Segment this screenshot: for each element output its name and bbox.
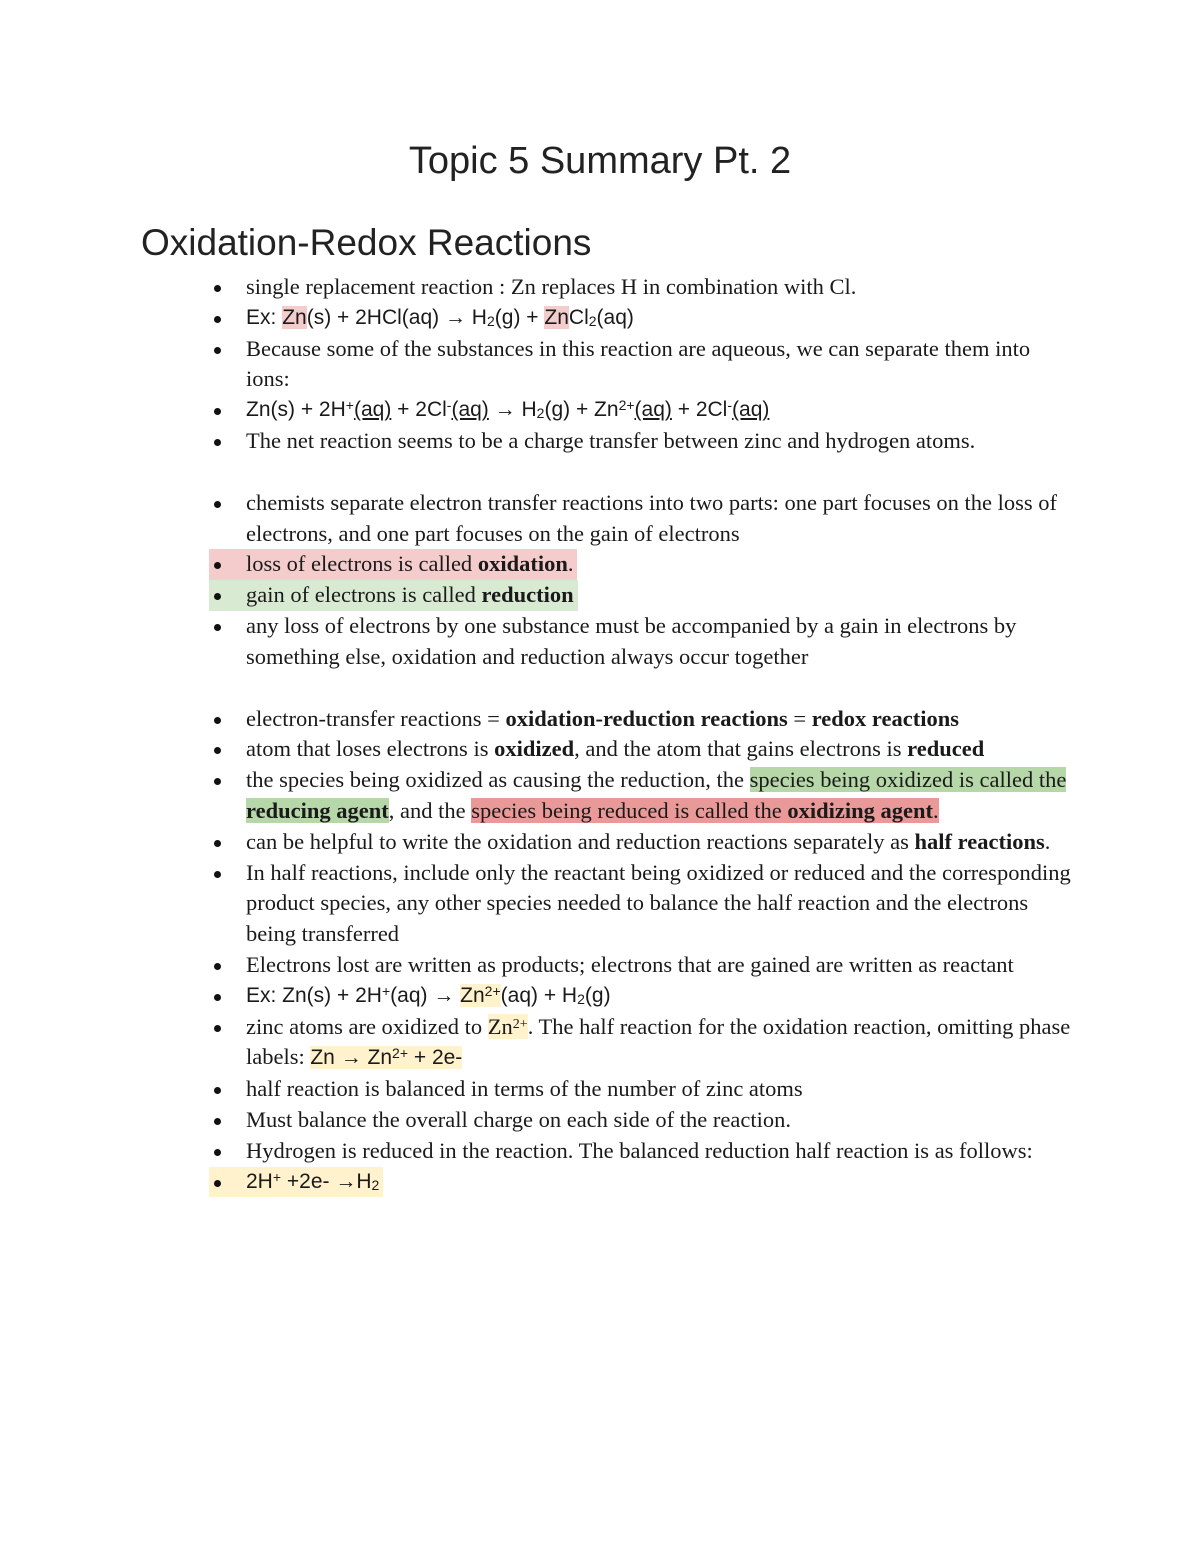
text: +2e- →H xyxy=(281,1169,372,1193)
bold-term: oxidizing agent xyxy=(787,797,933,823)
superscript: 2+ xyxy=(392,1045,409,1062)
bullet-example-2 xyxy=(211,981,1071,1012)
text: Zn xyxy=(460,983,485,1007)
blank-line xyxy=(211,673,1071,704)
text: Cl xyxy=(568,305,589,329)
highlight-zn: Zn xyxy=(282,305,307,329)
bullet-zinc-oxidized xyxy=(211,1012,1071,1075)
highlight-yellow xyxy=(460,984,500,1007)
bullet-text: single replacement reaction : Zn replaces H in combination with Cl. xyxy=(246,274,857,299)
text: (s) + 2HCl(aq) → H xyxy=(306,305,487,329)
text: + 2e- xyxy=(408,1046,463,1070)
text: Zn(s) + 2H xyxy=(246,398,346,422)
bullet-reduction-half-reaction xyxy=(209,1167,383,1198)
superscript: 2+ xyxy=(484,982,501,999)
bullet-half-reaction-content xyxy=(211,858,1071,950)
bullet-example-equation xyxy=(211,303,1071,334)
bullet-text: Electrons lost are written as products; electrons that are gained are written as reactant xyxy=(246,951,1014,977)
text: Ex: Zn(s) + 2H xyxy=(246,983,382,1007)
bullet-text: Must balance the overall charge on each side of the reaction. xyxy=(246,1106,791,1132)
bullet-oxidation-definition xyxy=(209,549,577,580)
text: can be helpful to write the oxidation and reduction reactions separately as xyxy=(246,828,915,854)
bold-term: reducing agent xyxy=(246,797,389,823)
bullet-agents xyxy=(211,765,1071,827)
text: species being reduced is called the xyxy=(471,797,788,823)
bullet-text: any loss of electrons by one substance must be accompanied by a gain in electrons by something else, oxidation and reduction always occur together xyxy=(246,612,1017,669)
bold-term: oxidation xyxy=(477,551,568,577)
bullet-list xyxy=(211,272,1071,1197)
text: loss of electrons is called xyxy=(246,551,478,577)
bold-term: half reactions xyxy=(914,828,1045,854)
highlight-red xyxy=(471,798,938,823)
bullet-single-replacement xyxy=(211,272,1071,303)
bold-term: reduced xyxy=(907,736,985,762)
text: (g) + xyxy=(494,305,545,329)
bullet-reduction-definition xyxy=(209,580,578,611)
bullet-text: Hydrogen is reduced in the reaction. The balanced reduction half reaction is as follows: xyxy=(246,1137,1033,1163)
text: → H xyxy=(488,398,537,422)
subscript: 2 xyxy=(486,312,495,329)
bullet-aqueous xyxy=(211,334,1071,396)
bullet-net-reaction xyxy=(211,426,1071,457)
text: atom that loses electrons is xyxy=(246,736,495,762)
bullet-text: half reaction is balanced in terms of the number of zinc atoms xyxy=(246,1076,803,1102)
superscript: 2+ xyxy=(512,1016,528,1032)
text: (aq) xyxy=(596,305,634,329)
superscript: + xyxy=(381,982,391,999)
subscript: 2 xyxy=(577,990,585,1007)
highlight-zn: Zn xyxy=(544,305,569,329)
bold-term: reduction xyxy=(481,582,574,608)
text: (g) + Zn xyxy=(544,398,619,422)
text: electron-transfer reactions = xyxy=(246,705,506,731)
subscript: 2 xyxy=(536,405,545,422)
bullet-text: In half reactions, include only the reactant being oxidized or reduced and the corresponding product species, any other species needed to balance the half reaction and the electrons being transferred xyxy=(246,859,1071,947)
text: Ex: xyxy=(246,305,283,329)
bullet-electrons-lost xyxy=(211,950,1071,981)
superscript: - xyxy=(727,397,733,414)
text: . xyxy=(1044,828,1051,854)
bold-term: oxidation-reduction reactions xyxy=(505,705,788,731)
text: . xyxy=(567,551,574,577)
bullet-two-parts xyxy=(211,488,1071,550)
text: = xyxy=(787,705,812,731)
text: (aq) xyxy=(353,398,392,422)
bold-term: oxidized xyxy=(494,736,575,762)
bullet-balanced-atoms xyxy=(211,1074,1071,1105)
bullet-oxidized-reduced xyxy=(211,734,1071,765)
text: , and the atom that gains electrons is xyxy=(574,736,908,762)
bullet-text: chemists separate electron transfer reactions into two parts: one part focuses on the loss of electrons, and one part focuses on the gain of electrons xyxy=(246,489,1057,546)
bullet-balance-charge xyxy=(211,1105,1071,1136)
bullet-text: The net reaction seems to be a charge transfer between zinc and hydrogen atoms. xyxy=(246,427,976,453)
text: gain of electrons is called xyxy=(246,582,482,608)
bullet-redox-terms xyxy=(211,704,1071,735)
section-heading: Oxidation-Redox Reactions xyxy=(141,222,592,263)
text: Zn → Zn xyxy=(310,1046,393,1070)
text: species being oxidized is called the xyxy=(749,767,1067,793)
bullet-half-reactions xyxy=(211,827,1071,858)
superscript: - xyxy=(446,397,452,414)
text: (aq) + H xyxy=(500,983,578,1007)
bullet-hydrogen-reduced xyxy=(211,1136,1071,1167)
superscript: + xyxy=(345,397,354,414)
subscript: 2 xyxy=(588,312,597,329)
bold-term: redox reactions xyxy=(811,705,959,731)
bullet-ionic-equation xyxy=(211,395,1071,426)
text: 2H xyxy=(246,1169,273,1193)
text: zinc atoms are oxidized to xyxy=(246,1013,488,1039)
superscript: 2+ xyxy=(618,397,635,414)
highlight-yellow xyxy=(310,1046,462,1069)
superscript: + xyxy=(272,1168,282,1185)
text: the species being oxidized as causing the reduction, the xyxy=(246,767,750,793)
text: (aq) xyxy=(732,398,770,422)
highlight-yellow xyxy=(488,1014,528,1039)
text: , and the xyxy=(388,797,472,823)
text: . The half reaction for the oxidation reaction, omitting phase labels: xyxy=(246,1013,1071,1070)
text: Zn xyxy=(487,1013,513,1039)
blank-line xyxy=(211,457,1071,488)
text: (aq) → xyxy=(390,983,461,1007)
page-title: Topic 5 Summary Pt. 2 xyxy=(408,140,792,182)
text: + 2Cl xyxy=(671,398,728,422)
text: + 2Cl xyxy=(391,398,447,422)
text: . xyxy=(932,797,939,823)
bullet-text: Because some of the substances in this reaction are aqueous, we can separate them into ions: xyxy=(246,335,1031,392)
subscript: 2 xyxy=(371,1176,380,1193)
text: (aq) xyxy=(451,398,489,422)
text: (aq) xyxy=(634,398,672,422)
text: (g) xyxy=(584,983,611,1007)
bullet-occur-together xyxy=(211,611,1071,673)
